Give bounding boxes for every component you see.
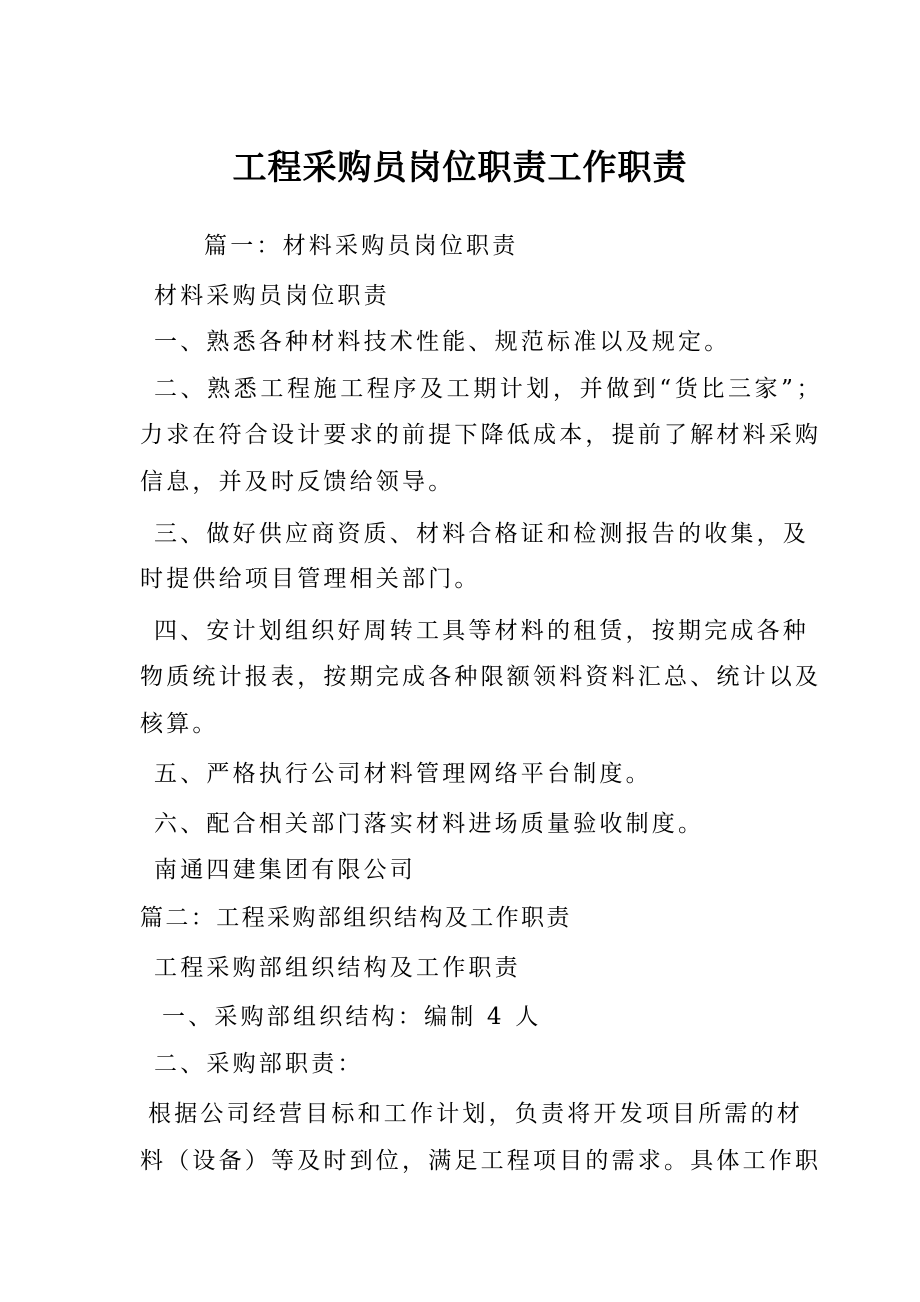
paragraph-line: 料（设备）等及时到位，满足工程项目的需求。具体工作职: [140, 1148, 822, 1174]
paragraph-line: 根据公司经营目标和工作计划，负责将开发项目所需的材: [148, 1101, 803, 1127]
section-heading-1: 篇一：材料采购员岗位职责: [204, 233, 519, 259]
paragraph-line: 一、采购部组织结构：编制 4 人: [162, 1004, 542, 1030]
paragraph-line: 二、熟悉工程施工程序及工期计划，并做到“货比三家”；: [154, 376, 824, 402]
paragraph-line: 工程采购部组织结构及工作职责: [154, 955, 521, 981]
paragraph-line: 信息，并及时反馈给领导。: [140, 469, 455, 495]
document-title: 工程采购员岗位职责工作职责: [232, 148, 688, 188]
paragraph-line: 四、安计划组织好周转工具等材料的租赁，按期完成各种: [154, 618, 809, 644]
paragraph-line: 一、熟悉各种材料技术性能、规范标准以及规定。: [154, 329, 731, 355]
paragraph-line: 物质统计报表，按期完成各种限额领料资料汇总、统计以及: [140, 664, 822, 690]
paragraph-line: 二、采购部职责：: [154, 1051, 364, 1077]
paragraph-line: 南通四建集团有限公司: [154, 857, 416, 883]
paragraph-line: 核算。: [140, 711, 219, 737]
paragraph-line: 三、做好供应商资质、材料合格证和检测报告的收集，及: [154, 521, 809, 547]
paragraph-line: 五、严格执行公司材料管理网络平台制度。: [154, 761, 652, 787]
paragraph-line: 时提供给项目管理相关部门。: [140, 566, 481, 592]
paragraph-line: 力求在符合设计要求的前提下降低成本，提前了解材料采购: [140, 422, 822, 448]
section-heading-2: 篇二：工程采购部组织结构及工作职责: [140, 905, 572, 931]
paragraph-line: 材料采购员岗位职责: [154, 283, 390, 309]
paragraph-line: 六、配合相关部门落实材料进场质量验收制度。: [154, 811, 705, 837]
